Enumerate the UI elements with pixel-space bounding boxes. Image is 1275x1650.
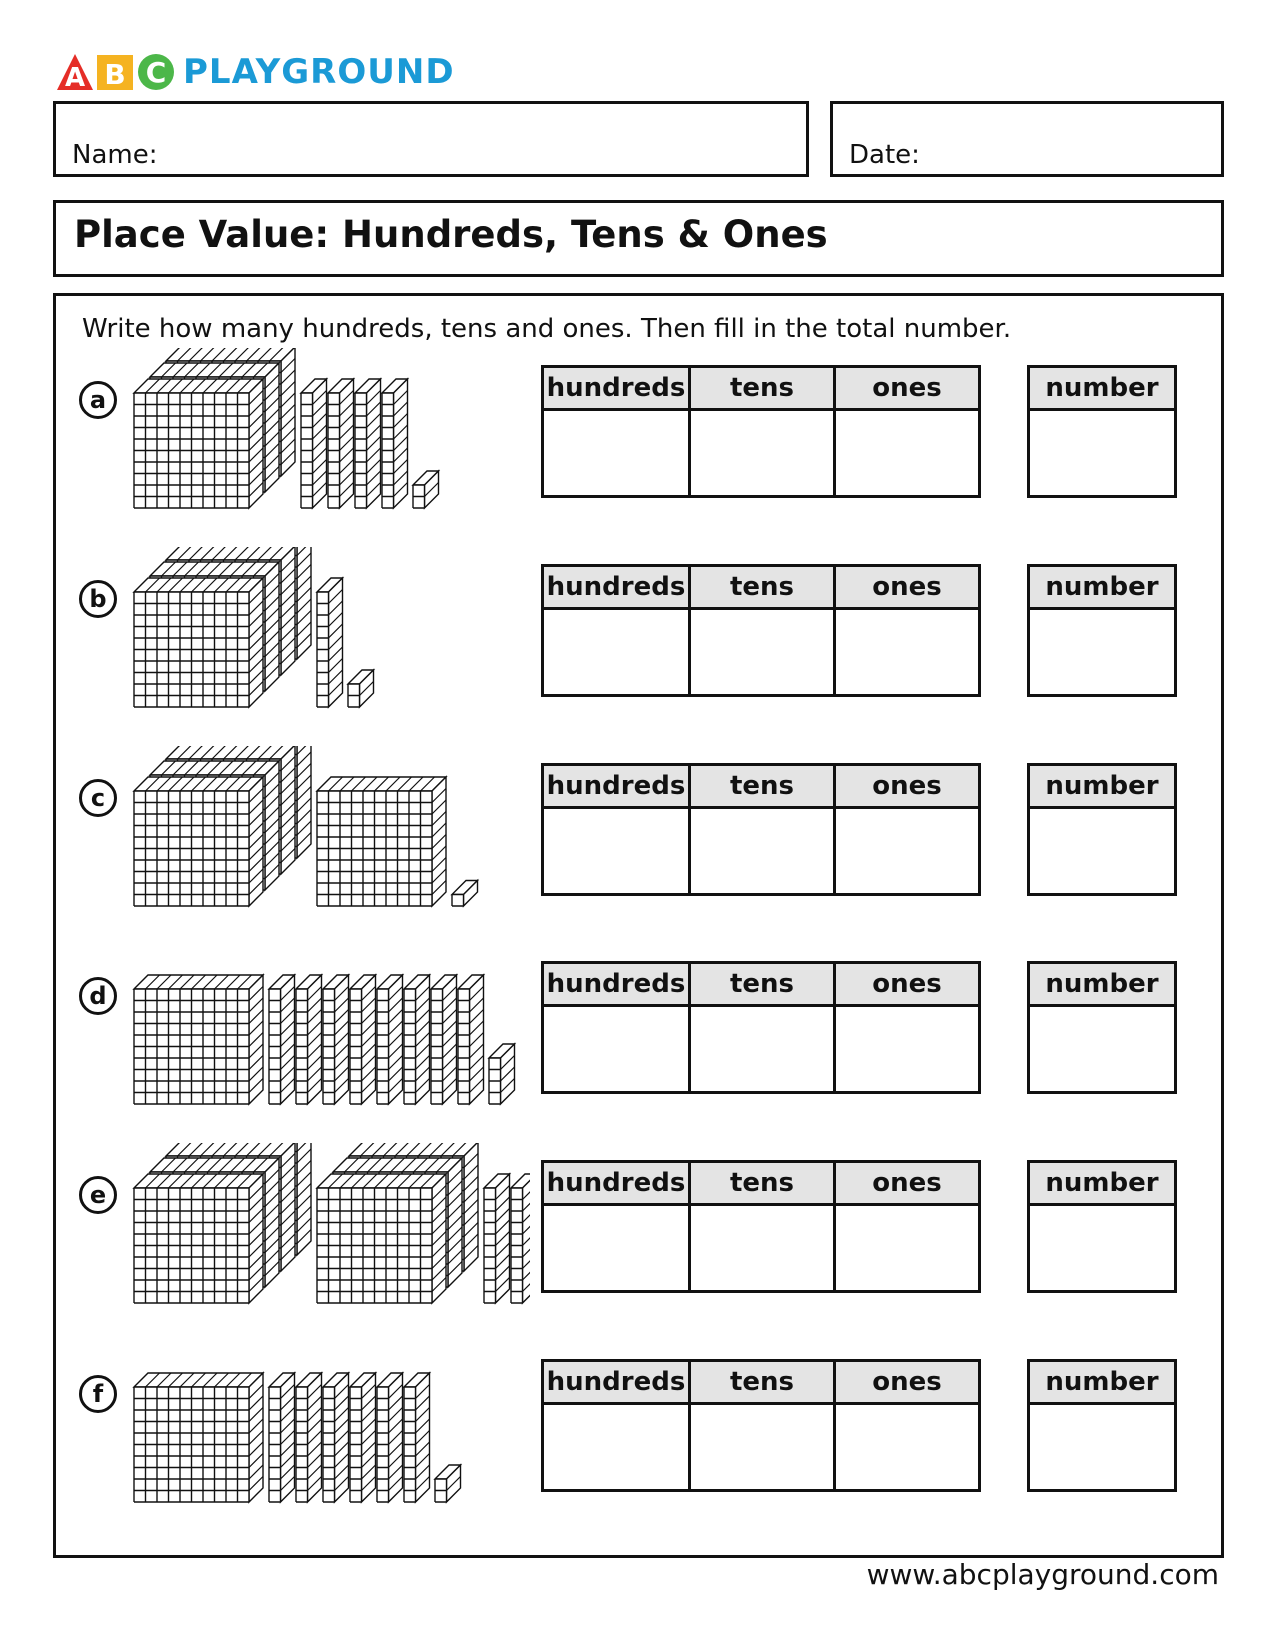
one-cubes bbox=[348, 670, 374, 707]
problem-label: a bbox=[79, 381, 117, 419]
base-ten-blocks bbox=[130, 547, 530, 722]
ten-rod bbox=[301, 379, 327, 508]
one-cubes bbox=[489, 1044, 515, 1104]
svg-text:B: B bbox=[104, 58, 126, 91]
problem-label: e bbox=[79, 1176, 117, 1214]
problem-label: f bbox=[79, 1375, 117, 1413]
number-table bbox=[1027, 763, 1177, 896]
number-answer-cell[interactable] bbox=[1029, 808, 1176, 895]
ten-rod bbox=[269, 1373, 295, 1502]
problem-label: b bbox=[79, 580, 117, 618]
number-table bbox=[1027, 1160, 1177, 1293]
tens-header: tens bbox=[690, 765, 835, 808]
hundred-flat bbox=[317, 1174, 446, 1303]
ten-rod bbox=[350, 975, 376, 1104]
tens-header: tens bbox=[690, 566, 835, 609]
hundred-flat bbox=[317, 777, 446, 906]
number-header: number bbox=[1029, 963, 1176, 1006]
number-table bbox=[1027, 961, 1177, 1094]
hundred-flat bbox=[134, 1373, 263, 1502]
date-label: Date: bbox=[849, 140, 920, 170]
hundreds-header: hundreds bbox=[543, 566, 690, 609]
number-header: number bbox=[1029, 1361, 1176, 1404]
tens-header: tens bbox=[690, 1361, 835, 1404]
hundreds-answer-cell[interactable] bbox=[543, 1006, 690, 1093]
hundreds-answer-cell[interactable] bbox=[543, 1205, 690, 1292]
ones-header: ones bbox=[835, 566, 980, 609]
place-value-table bbox=[541, 1160, 981, 1293]
ten-rod bbox=[484, 1174, 510, 1303]
place-value-table bbox=[541, 1359, 981, 1492]
number-answer-cell[interactable] bbox=[1029, 1404, 1176, 1491]
base-ten-blocks bbox=[130, 348, 530, 523]
abc-playground-logo bbox=[55, 52, 455, 92]
problem-label: c bbox=[79, 779, 117, 817]
ones-answer-cell[interactable] bbox=[835, 410, 980, 497]
date-field[interactable] bbox=[830, 101, 1224, 177]
ten-rod bbox=[328, 379, 354, 508]
number-header: number bbox=[1029, 367, 1176, 410]
ten-rod bbox=[323, 1373, 349, 1502]
hundreds-header: hundreds bbox=[543, 1361, 690, 1404]
tens-header: tens bbox=[690, 367, 835, 410]
problem-label: d bbox=[79, 977, 117, 1015]
one-cubes bbox=[435, 1465, 461, 1502]
ten-rod bbox=[323, 975, 349, 1104]
brand-name: PLAYGROUND bbox=[183, 52, 455, 92]
ones-header: ones bbox=[835, 367, 980, 410]
number-table bbox=[1027, 564, 1177, 697]
ten-rod bbox=[296, 1373, 322, 1502]
hundred-flat bbox=[134, 975, 263, 1104]
ones-answer-cell[interactable] bbox=[835, 1404, 980, 1491]
place-value-table bbox=[541, 763, 981, 896]
hundreds-header: hundreds bbox=[543, 963, 690, 1006]
place-value-table bbox=[541, 961, 981, 1094]
number-header: number bbox=[1029, 566, 1176, 609]
number-table bbox=[1027, 365, 1177, 498]
hundred-flat bbox=[134, 1174, 263, 1303]
one-cubes bbox=[452, 881, 478, 907]
hundreds-header: hundreds bbox=[543, 1162, 690, 1205]
number-answer-cell[interactable] bbox=[1029, 1006, 1176, 1093]
base-ten-blocks bbox=[130, 1342, 530, 1517]
tens-answer-cell[interactable] bbox=[690, 1404, 835, 1491]
number-header: number bbox=[1029, 765, 1176, 808]
ten-rod bbox=[431, 975, 457, 1104]
tens-answer-cell[interactable] bbox=[690, 808, 835, 895]
tens-header: tens bbox=[690, 1162, 835, 1205]
svg-text:A: A bbox=[64, 63, 86, 92]
hundred-flat bbox=[134, 578, 263, 707]
tens-answer-cell[interactable] bbox=[690, 410, 835, 497]
hundreds-header: hundreds bbox=[543, 765, 690, 808]
ten-rod bbox=[458, 975, 484, 1104]
place-value-table bbox=[541, 564, 981, 697]
number-answer-cell[interactable] bbox=[1029, 410, 1176, 497]
hundred-flat bbox=[134, 379, 263, 508]
ones-answer-cell[interactable] bbox=[835, 1006, 980, 1093]
base-ten-blocks bbox=[130, 1143, 530, 1318]
footer-url: www.abcplayground.com bbox=[866, 1558, 1219, 1591]
tens-answer-cell[interactable] bbox=[690, 609, 835, 696]
ten-rod bbox=[269, 975, 295, 1104]
hundreds-answer-cell[interactable] bbox=[543, 1404, 690, 1491]
ten-rod bbox=[355, 379, 381, 508]
instructions: Write how many hundreds, tens and ones. Then fill in the total number. bbox=[82, 314, 1012, 344]
title-box bbox=[53, 200, 1224, 277]
name-label: Name: bbox=[72, 140, 158, 170]
ones-header: ones bbox=[835, 765, 980, 808]
ones-answer-cell[interactable] bbox=[835, 609, 980, 696]
ones-answer-cell[interactable] bbox=[835, 808, 980, 895]
base-ten-blocks bbox=[130, 944, 530, 1119]
ones-header: ones bbox=[835, 963, 980, 1006]
hundreds-answer-cell[interactable] bbox=[543, 609, 690, 696]
number-answer-cell[interactable] bbox=[1029, 1205, 1176, 1292]
number-answer-cell[interactable] bbox=[1029, 609, 1176, 696]
hundred-flat bbox=[134, 777, 263, 906]
ten-rod bbox=[317, 578, 343, 707]
abc-letters-logo-icon bbox=[55, 52, 177, 92]
ones-header: ones bbox=[835, 1162, 980, 1205]
tens-answer-cell[interactable] bbox=[690, 1205, 835, 1292]
place-value-table bbox=[541, 365, 981, 498]
hundreds-answer-cell[interactable] bbox=[543, 808, 690, 895]
ten-rod bbox=[511, 1174, 530, 1303]
tens-answer-cell[interactable] bbox=[690, 1006, 835, 1093]
ones-header: ones bbox=[835, 1361, 980, 1404]
ten-rod bbox=[404, 975, 430, 1104]
ten-rod bbox=[404, 1373, 430, 1502]
hundreds-header: hundreds bbox=[543, 367, 690, 410]
ten-rod bbox=[350, 1373, 376, 1502]
number-header: number bbox=[1029, 1162, 1176, 1205]
page-title: Place Value: Hundreds, Tens & Ones bbox=[74, 213, 828, 256]
tens-header: tens bbox=[690, 963, 835, 1006]
ones-answer-cell[interactable] bbox=[835, 1205, 980, 1292]
number-table bbox=[1027, 1359, 1177, 1492]
ten-rod bbox=[296, 975, 322, 1104]
name-field[interactable] bbox=[53, 101, 809, 177]
ten-rod bbox=[382, 379, 408, 508]
base-ten-blocks bbox=[130, 746, 530, 921]
hundreds-answer-cell[interactable] bbox=[543, 410, 690, 497]
ten-rod bbox=[377, 975, 403, 1104]
one-cubes bbox=[413, 471, 439, 508]
svg-text:C: C bbox=[145, 56, 167, 89]
ten-rod bbox=[377, 1373, 403, 1502]
